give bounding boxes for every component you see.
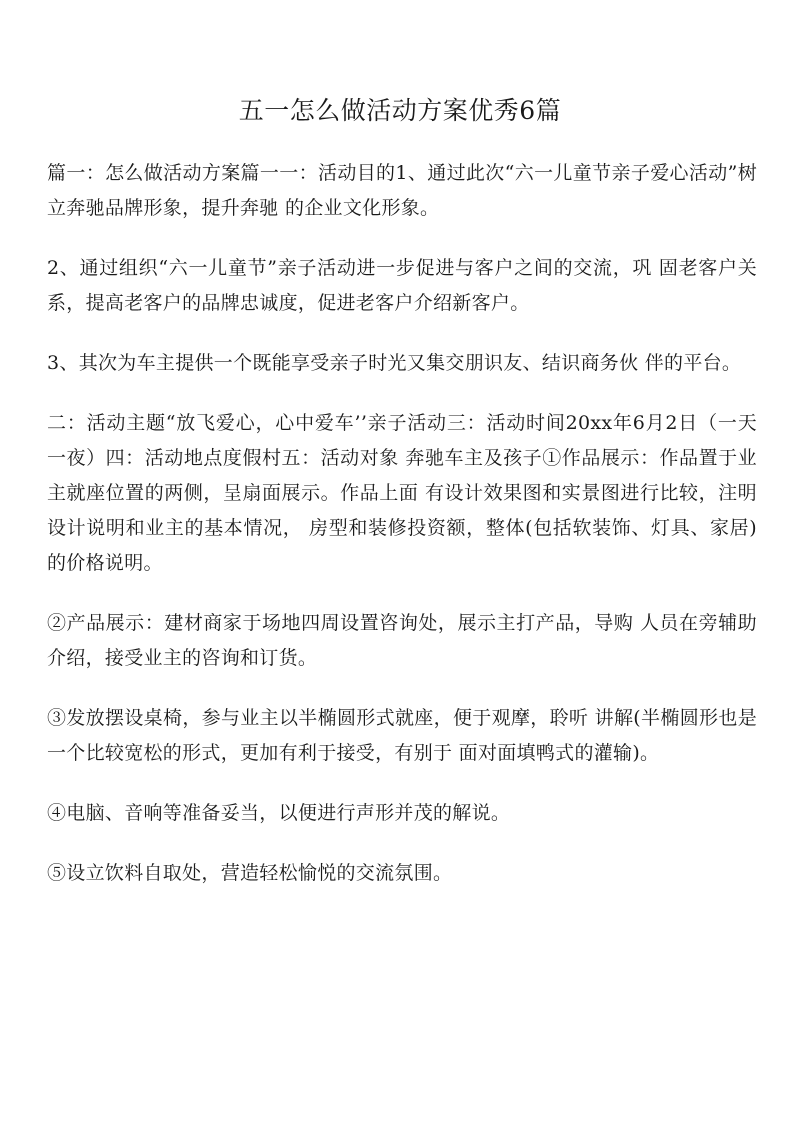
paragraph-theme-time-location: 二：活动主题“放飞爱心，心中爱车’’亲子活动三：活动时间20xx年6月2日（一天一夜）四：活动地点度假村五：活动对象 奔驰车主及孩子①作品展示：作品置于业主就座位置的两侧，呈扇面展示。作品上面 有设计效果图和实景图进行比较，注明设计说明和业主的基本情况， 房型和装修投资额，整体(包括软装饰、灯具、家居)的价格说明。 bbox=[47, 412, 757, 574]
paragraph-seating: ③发放摆设桌椅，参与业主以半椭圆形式就座，便于观摩，聆听 讲解(半椭圆形也是一个比较宽松的形式，更加有利于接受，有别于 面对面填鸭式的灌输)。 bbox=[47, 707, 757, 764]
paragraph-product-display: ②产品展示：建材商家于场地四周设置咨询处，展示主打产品，导购 人员在旁辅助介绍，接受业主的咨询和订货。 bbox=[47, 612, 757, 669]
paragraph-equipment: ④电脑、音响等准备妥当，以便进行声形并茂的解说。 bbox=[47, 802, 511, 824]
paragraph-platform: 3、其次为车主提供一个既能享受亲子时光又集交朋识友、结识商务伙 伴的平台。 bbox=[47, 352, 742, 374]
paragraph-customer-relations: 2、通过组织“六一儿童节”亲子活动进一步促进与客户之间的交流，巩 固老客户关系，提高老客户的品牌忠诚度，促进老客户介绍新客户。 bbox=[47, 257, 757, 314]
paragraph-refreshments: ⑤设立饮料自取处，营造轻松愉悦的交流氛围。 bbox=[47, 862, 453, 884]
paragraph-purpose: 篇一：怎么做活动方案篇一一：活动目的1、通过此次“六一儿童节亲子爱心活动”树立奔驰品牌形象，提升奔驰 的企业文化形象。 bbox=[47, 162, 757, 219]
document-body bbox=[47, 156, 757, 916]
document-title: 五一怎么做活动方案优秀6篇 bbox=[238, 96, 562, 125]
